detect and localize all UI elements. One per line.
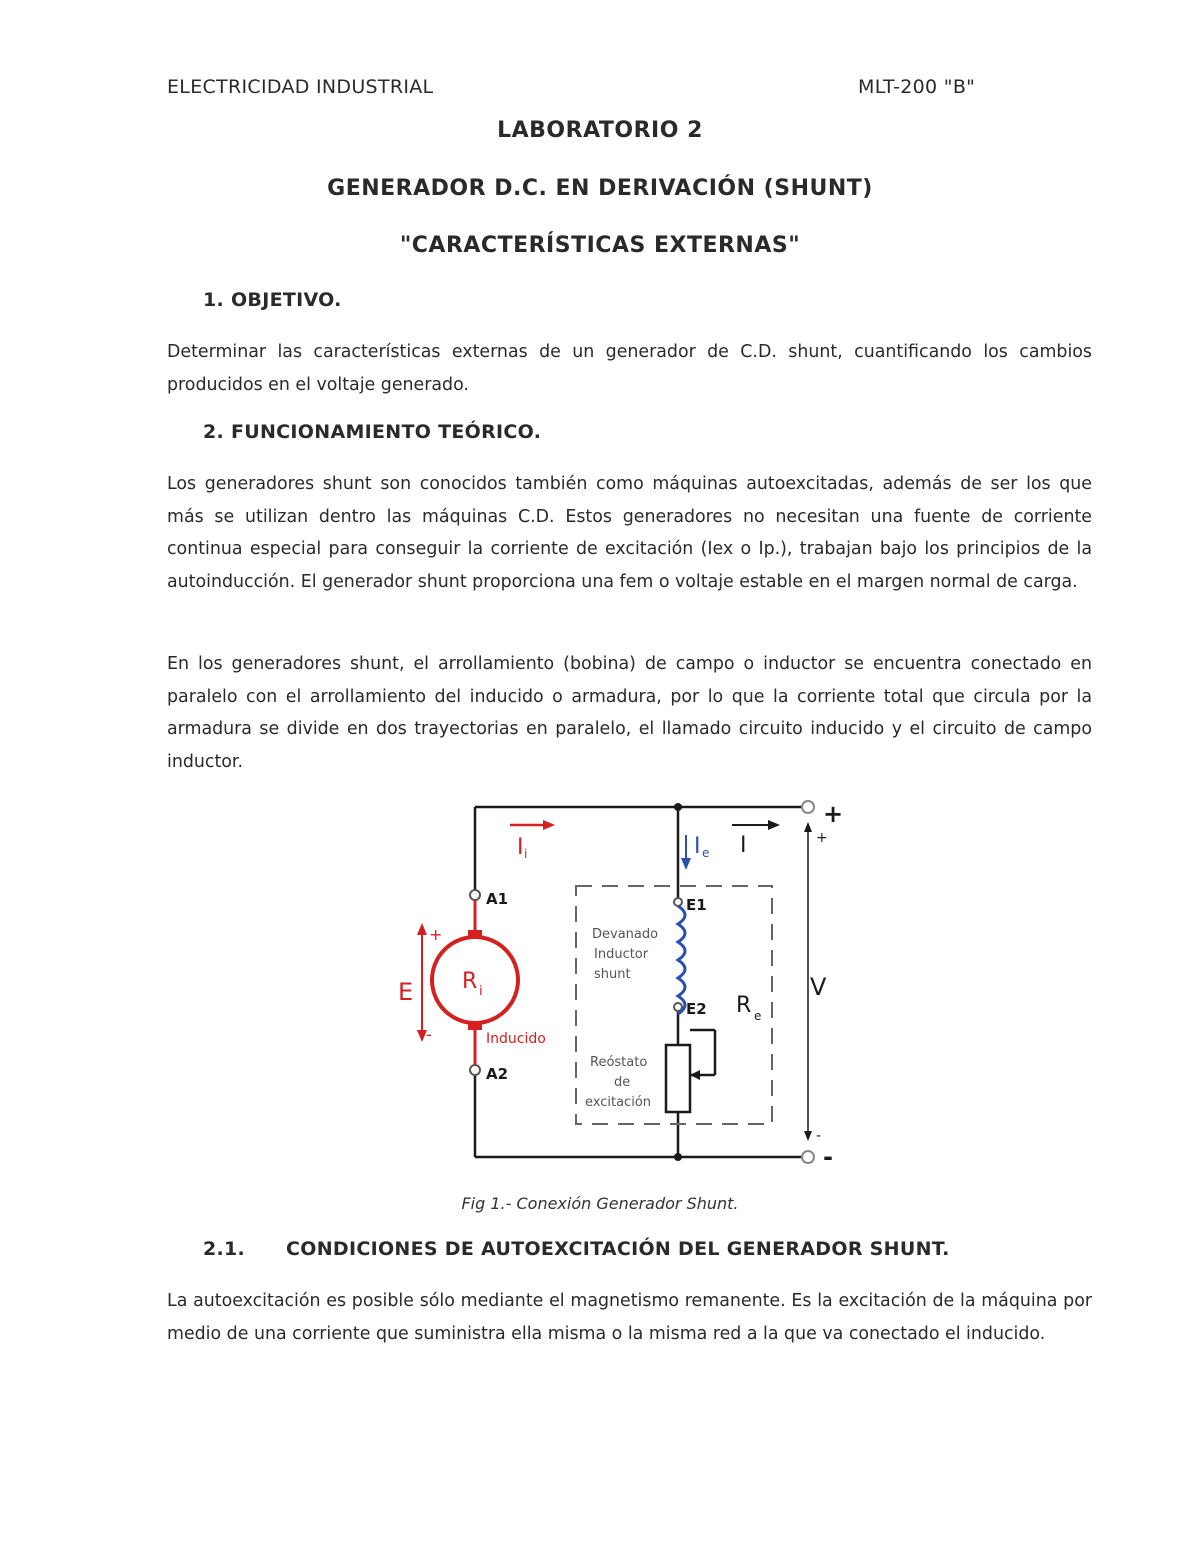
- section-title: CONDICIONES DE AUTOEXCITACIÓN DEL GENERADOR SHUNT.: [286, 1238, 950, 1260]
- reostato-label-2: de: [614, 1075, 631, 1090]
- brush-top: [468, 930, 482, 938]
- re-label: R: [736, 993, 752, 1018]
- a1-terminal: [470, 890, 480, 900]
- i-label: I: [740, 833, 747, 858]
- ii-label: I: [517, 835, 524, 860]
- terminal-minus-label: -: [823, 1143, 833, 1171]
- a2-label: A2: [486, 1065, 509, 1083]
- header-code: MLT-200 "B": [858, 76, 976, 98]
- terminal-negative: [802, 1151, 814, 1163]
- section-title: OBJETIVO.: [230, 289, 342, 311]
- voltage-plus: +: [816, 830, 828, 846]
- voltage-arrow-down: [804, 1131, 812, 1141]
- ii-subscript: i: [524, 847, 528, 861]
- emf-minus: -: [426, 1025, 432, 1044]
- rheostat-wiper-arrow: [690, 1070, 700, 1080]
- reostato-label-1: Reóstato: [590, 1055, 648, 1070]
- section-number: 1.: [203, 289, 225, 311]
- devanado-label-1: Devanado: [592, 927, 659, 942]
- ri-label: R: [462, 969, 478, 994]
- emf-plus: +: [429, 925, 443, 944]
- section-2-heading: [203, 421, 541, 443]
- subtitle: "CARACTERÍSTICAS EXTERNAS": [399, 233, 801, 258]
- terminal-plus-label: +: [823, 800, 844, 828]
- a2-terminal: [470, 1065, 480, 1075]
- e1-label: E1: [686, 896, 707, 914]
- junction-top: [674, 803, 682, 811]
- junction-bottom: [674, 1153, 682, 1161]
- section-1-heading: [203, 289, 342, 311]
- autoexcitacion-paragraph: La autoexcitación es posible sólo mediante el magnetismo remanente. Es la excitación de la máquina por medio de una corriente que suministra ella misma o la misma red a la que va conectado el inducido.: [167, 1291, 1092, 1344]
- voltage-label: V: [810, 973, 827, 1001]
- ri-subscript: i: [479, 984, 483, 999]
- main-title: GENERADOR D.C. EN DERIVACIÓN (SHUNT): [327, 176, 873, 201]
- emf-label: E: [398, 978, 414, 1006]
- section-title: FUNCIONAMIENTO TEÓRICO.: [230, 421, 542, 443]
- re-subscript: e: [754, 1009, 762, 1023]
- a1-label: A1: [486, 890, 509, 908]
- rheostat-body: [666, 1045, 690, 1112]
- devanado-label-3: shunt: [594, 967, 631, 982]
- voltage-arrow-up: [804, 822, 812, 832]
- ie-subscript: e: [702, 846, 710, 860]
- e2-terminal: [674, 1003, 682, 1011]
- header-course: ELECTRICIDAD INDUSTRIAL: [167, 76, 434, 98]
- i-arrow-head: [768, 820, 780, 830]
- brush-bottom: [468, 1022, 482, 1030]
- teorico-paragraph-2: En los generadores shunt, el arrollamiento (bobina) de campo o inductor se encuentra conectado en paralelo con el arrollamiento del inducido o armadura, por lo que la corriente total que circula por la armadura se divide en dos trayectorias en paralelo, el llamado circuito inducido y el circuito de campo inductor.: [167, 654, 1092, 772]
- e2-label: E2: [686, 1000, 707, 1018]
- e1-terminal: [674, 898, 682, 906]
- lab-title: LABORATORIO 2: [497, 118, 703, 143]
- ie-label: I: [694, 834, 701, 859]
- section-number: 2.1.: [203, 1238, 246, 1260]
- objetivo-paragraph: Determinar las características externas de un generador de C.D. shunt, cuantificando los cambios producidos en el voltaje generado.: [167, 342, 1092, 395]
- figure-caption: Fig 1.- Conexión Generador Shunt.: [461, 1194, 739, 1213]
- inducido-label: Inducido: [486, 1031, 546, 1047]
- voltage-minus: -: [816, 1128, 822, 1144]
- ie-arrow-head: [681, 858, 691, 870]
- devanado-label-2: Inductor: [594, 947, 649, 962]
- section-number: 2.: [203, 421, 225, 443]
- field-coil: [678, 906, 685, 1014]
- reostato-label-3: excitación: [585, 1095, 652, 1110]
- emf-arrow-up: [417, 923, 427, 935]
- shunt-generator-diagram: [380, 790, 860, 1180]
- terminal-positive: [802, 801, 814, 813]
- ii-arrow-head: [543, 820, 555, 830]
- teorico-paragraph-1: Los generadores shunt son conocidos también como máquinas autoexcitadas, además de ser los que más se utilizan dentro las máquinas C.D. Estos generadores no necesitan una fuente de corriente continua especial para conseguir la corriente de excitación (Iex o Ip.), trabajan bajo los principios de la autoinducción. El generador shunt proporciona una fem o voltaje estable en el margen normal de carga.: [167, 474, 1092, 592]
- section-2-1-heading: [203, 1238, 950, 1260]
